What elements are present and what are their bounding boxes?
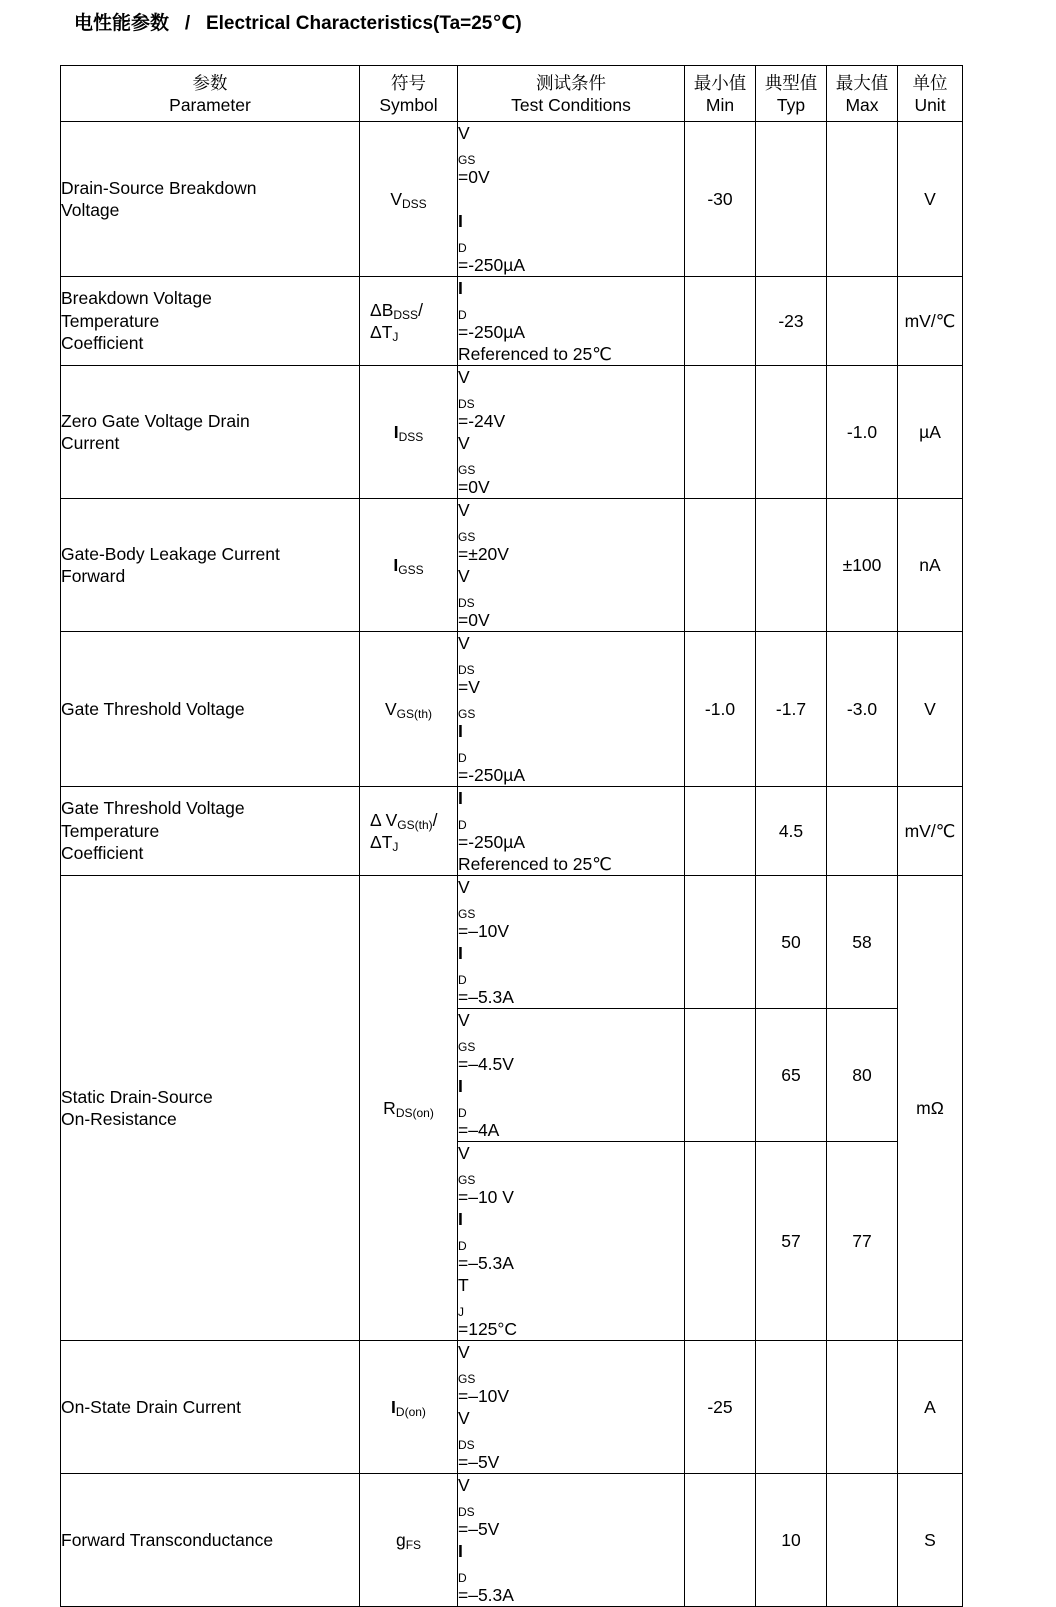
unit-cell: S (898, 1474, 963, 1607)
table-row (61, 876, 963, 1009)
header-conditions: 测试条件 Test Conditions (458, 66, 685, 122)
typ-cell: -23 (756, 277, 827, 366)
max-cell: -1.0 (827, 366, 898, 499)
max-cell (827, 1474, 898, 1607)
table-row (61, 632, 963, 787)
typ-cell: 65 (756, 1009, 827, 1142)
table-row (61, 1341, 963, 1474)
electrical-characteristics-table (60, 65, 963, 1607)
heading-en: Electrical Characteristics(Ta=25℃) (205, 13, 522, 34)
table-row (61, 499, 963, 632)
min-cell: -1.0 (685, 632, 756, 787)
param-cell: Forward Transconductance (61, 1474, 360, 1607)
typ-cell: 4.5 (756, 787, 827, 876)
max-cell: 80 (827, 1009, 898, 1142)
typ-cell (756, 1341, 827, 1474)
condition-cell: I $_D$ =-250µA Referenced to 25℃ (458, 277, 685, 366)
header-max: 最大值 Max (827, 66, 898, 122)
typ-cell: -1.7 (756, 632, 827, 787)
min-cell (685, 277, 756, 366)
symbol-cell: $I_{GSS}$ (360, 499, 458, 632)
symbol-cell: $R_{DS(on)}$ (360, 876, 458, 1341)
typ-cell: 57 (756, 1142, 827, 1341)
min-cell (685, 1474, 756, 1607)
typ-cell (756, 499, 827, 632)
param-cell: Gate-Body Leakage Current Forward (61, 499, 360, 632)
header-typ: 典型值 Typ (756, 66, 827, 122)
typ-cell (756, 366, 827, 499)
condition-cell: V $_{GS}$ =0V I $_D$ =-250µA (458, 122, 685, 277)
param-cell: On-State Drain Current (61, 1341, 360, 1474)
min-cell: -30 (685, 122, 756, 277)
min-cell (685, 1009, 756, 1142)
min-cell (685, 499, 756, 632)
heading-cn: 电性能参数 (74, 13, 170, 34)
condition-cell: V $_{DS}$ =–5V I $_D$ =–5.3A (458, 1474, 685, 1607)
max-cell: ±100 (827, 499, 898, 632)
condition-cell: I $_D$ =-250µA Referenced to 25℃ (458, 787, 685, 876)
param-cell: Gate Threshold Voltage Temperature Coefficient (61, 787, 360, 876)
header-row (61, 66, 963, 122)
max-cell: -3.0 (827, 632, 898, 787)
symbol-cell: $V_{GS(th)}$ (360, 632, 458, 787)
table-row (61, 122, 963, 277)
symbol-cell: $I_{DSS}$ (360, 366, 458, 499)
unit-cell: mV/℃ (898, 277, 963, 366)
max-cell (827, 787, 898, 876)
unit-cell: A (898, 1341, 963, 1474)
param-cell: Zero Gate Voltage Drain Current (61, 366, 360, 499)
heading-separator: / (184, 13, 191, 34)
symbol-cell: $\Delta B_{DSS}/$ $\Delta T_J$ (360, 277, 458, 366)
typ-cell: 10 (756, 1474, 827, 1607)
min-cell: -25 (685, 1341, 756, 1474)
max-cell: 77 (827, 1142, 898, 1341)
unit-cell: mΩ (898, 876, 963, 1341)
table-row (61, 366, 963, 499)
unit-cell: V (898, 632, 963, 787)
param-cell: Drain-Source Breakdown Voltage (61, 122, 360, 277)
condition-cell: V $_{GS}$ =–10 V I $_D$ =–5.3A T $_J$ =125°C (458, 1142, 685, 1341)
condition-cell: V $_{GS}$ =–10V V $_{DS}$ =–5V (458, 1341, 685, 1474)
param-cell: Static Drain-Source On-Resistance (61, 876, 360, 1341)
min-cell (685, 787, 756, 876)
max-cell (827, 1341, 898, 1474)
max-cell (827, 277, 898, 366)
typ-cell (756, 122, 827, 277)
condition-cell: V $_{GS}$ =±20V V $_{DS}$ =0V (458, 499, 685, 632)
unit-cell: mV/℃ (898, 787, 963, 876)
min-cell (685, 1142, 756, 1341)
table-row (61, 277, 963, 366)
header-symbol: 符号 Symbol (360, 66, 458, 122)
symbol-cell: $g_{FS}$ (360, 1474, 458, 1607)
symbol-cell: $I_{D(on)}$ (360, 1341, 458, 1474)
condition-cell: V $_{GS}$ =–4.5V I $_D$ =–4A (458, 1009, 685, 1142)
min-cell (685, 876, 756, 1009)
symbol-cell: $V_{DSS}$ (360, 122, 458, 277)
condition-cell: V $_{DS}$ =V $_{GS}$ I $_D$ =-250µA (458, 632, 685, 787)
section-heading (74, 8, 522, 35)
header-parameter: 参数 Parameter (61, 66, 360, 122)
unit-cell: µA (898, 366, 963, 499)
param-cell: Breakdown Voltage Temperature Coefficient (61, 277, 360, 366)
condition-cell: V $_{DS}$ =-24V V $_{GS}$ =0V (458, 366, 685, 499)
condition-cell: V $_{GS}$ =–10V I $_D$ =–5.3A (458, 876, 685, 1009)
unit-cell: nA (898, 499, 963, 632)
header-min: 最小值 Min (685, 66, 756, 122)
min-cell (685, 366, 756, 499)
max-cell (827, 122, 898, 277)
unit-cell: V (898, 122, 963, 277)
header-unit: 单位 Unit (898, 66, 963, 122)
table-row (61, 1474, 963, 1607)
table-row (61, 787, 963, 876)
symbol-cell: Δ $V_{GS(th)}/$ $\Delta T_J$ (360, 787, 458, 876)
param-cell: Gate Threshold Voltage (61, 632, 360, 787)
typ-cell: 50 (756, 876, 827, 1009)
max-cell: 58 (827, 876, 898, 1009)
